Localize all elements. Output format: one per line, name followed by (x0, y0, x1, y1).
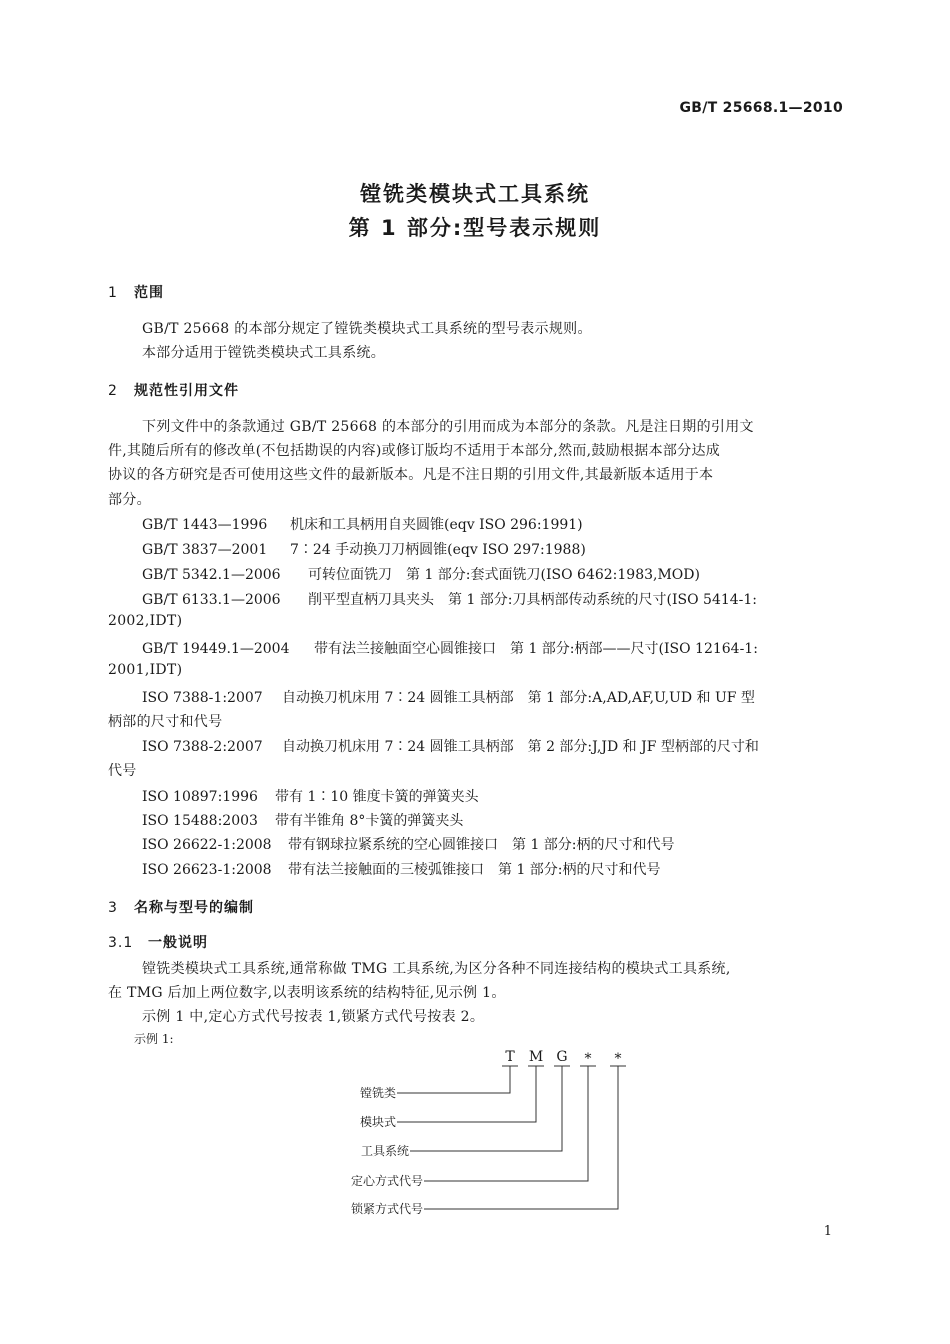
section-title: 范围 (134, 285, 164, 301)
symbol-m: M (528, 1049, 544, 1065)
symbol-star-1: * (584, 1051, 592, 1067)
reference-item (142, 736, 759, 756)
reference-continuation: 2002,IDT) (108, 613, 183, 629)
reference-code: GB/T 3837—2001 (142, 542, 268, 558)
label-centering-code: 定心方式代号 (350, 1174, 423, 1188)
reference-continuation: 代号 (108, 763, 137, 779)
model-code-diagram (300, 1045, 640, 1225)
reference-title: 削平型直柄刀具夹头 第 1 部分:刀具柄部传动系统的尺寸(ISO 5414-1: (308, 592, 758, 608)
reference-code: ISO 26623-1:2008 (142, 862, 272, 878)
reference-title: 可转位面铣刀 第 1 部分:套式面铣刀(ISO 6462:1983,MOD) (308, 567, 700, 583)
reference-title: 机床和工具柄用自夹圆锥(eqv ISO 296:1991) (290, 517, 583, 533)
reference-code: ISO 15488:2003 (142, 813, 258, 829)
reference-continuation: 2001,IDT) (108, 662, 183, 678)
symbol-star-2: * (614, 1051, 622, 1067)
reference-item (142, 638, 758, 658)
paragraph-line: 下列文件中的条款通过 GB/T 25668 的本部分的引用而成为本部分的条款。凡是注日期的引用文 (142, 419, 754, 435)
example-label: 示例 1: (134, 1032, 174, 1046)
reference-item (142, 589, 757, 609)
label-clamping-code: 锁紧方式代号 (350, 1202, 423, 1216)
reference-code: GB/T 5342.1—2006 (142, 567, 281, 583)
reference-title: 自动换刀机床用 7∶24 圆锥工具柄部 第 2 部分:J,JD 和 JF 型柄部的尺寸和 (282, 739, 759, 755)
reference-item (142, 514, 583, 534)
reference-item (142, 859, 661, 879)
reference-code: GB/T 1443—1996 (142, 517, 268, 533)
section-3-heading (108, 897, 254, 917)
subsection-title: 一般说明 (148, 935, 208, 951)
section-title: 规范性引用文件 (134, 383, 239, 399)
section-title: 名称与型号的编制 (134, 900, 254, 916)
paragraph: 示例 1 中,定心方式代号按表 1,锁紧方式代号按表 2。 (142, 1009, 485, 1025)
reference-code: GB/T 19449.1—2004 (142, 641, 290, 657)
label-modular: 模块式 (359, 1115, 396, 1129)
section-1-heading (108, 282, 164, 302)
reference-title: 带有半锥角 8°卡簧的弹簧夹头 (275, 813, 464, 829)
reference-title: 带有 1∶10 锥度卡簧的弹簧夹头 (275, 789, 479, 805)
reference-continuation: 柄部的尺寸和代号 (108, 714, 223, 730)
reference-code: ISO 7388-1:2007 (142, 690, 263, 706)
reference-title: 带有钢球拉紧系统的空心圆锥接口 第 1 部分:柄的尺寸和代号 (288, 837, 675, 853)
reference-item (142, 539, 586, 559)
label-tool-system: 工具系统 (360, 1144, 409, 1158)
reference-title: 7∶24 手动换刀刀柄圆锥(eqv ISO 297:1988) (290, 542, 586, 558)
reference-item (142, 564, 700, 584)
label-boring-milling: 镗铣类 (359, 1086, 396, 1100)
section-number: 2 (108, 383, 118, 399)
document-title-line2: 第 1 部分:型号表示规则 (348, 216, 602, 240)
reference-code: GB/T 6133.1—2006 (142, 592, 281, 608)
paragraph-line: 在 TMG 后加上两位数字,以表明该系统的结构特征,见示例 1。 (108, 985, 506, 1001)
paragraph: 本部分适用于镗铣类模块式工具系统。 (142, 345, 386, 361)
paragraph-line: 部分。 (108, 492, 151, 508)
reference-item (142, 687, 755, 707)
reference-item (142, 810, 463, 830)
section-number: 3 (108, 900, 118, 916)
paragraph: GB/T 25668 的本部分规定了镗铣类模块式工具系统的型号表示规则。 (142, 321, 592, 337)
section-number: 1 (108, 285, 118, 301)
paragraph-line: 镗铣类模块式工具系统,通常称做 TMG 工具系统,为区分各种不同连接结构的模块式工具系统, (142, 961, 731, 977)
reference-code: ISO 26622-1:2008 (142, 837, 272, 853)
document-title-line1: 镗铣类模块式工具系统 (360, 182, 590, 206)
reference-title: 自动换刀机床用 7∶24 圆锥工具柄部 第 1 部分:A,AD,AF,U,UD 和 UF 型 (282, 690, 755, 706)
section-2-heading (108, 380, 239, 400)
reference-item (142, 786, 479, 806)
standard-number: GB/T 25668.1—2010 (679, 100, 843, 116)
reference-code: ISO 10897:1996 (142, 789, 258, 805)
paragraph-line: 协议的各方研究是否可使用这些文件的最新版本。凡是不注日期的引用文件,其最新版本适用于本 (108, 467, 714, 483)
subsection-number: 3.1 (108, 935, 134, 951)
symbol-g: G (556, 1049, 568, 1065)
reference-code: ISO 7388-2:2007 (142, 739, 263, 755)
reference-title: 带有法兰接触面的三棱弧锥接口 第 1 部分:柄的尺寸和代号 (288, 862, 661, 878)
page-number: 1 (823, 1224, 832, 1239)
reference-item (142, 834, 675, 854)
reference-title: 带有法兰接触面空心圆锥接口 第 1 部分:柄部——尺寸(ISO 12164-1: (314, 641, 758, 657)
subsection-3-1-heading (108, 932, 208, 952)
symbol-t: T (505, 1049, 515, 1065)
paragraph-line: 件,其随后所有的修改单(不包括勘误的内容)或修订版均不适用于本部分,然而,鼓励根据本部分达成 (108, 443, 721, 459)
